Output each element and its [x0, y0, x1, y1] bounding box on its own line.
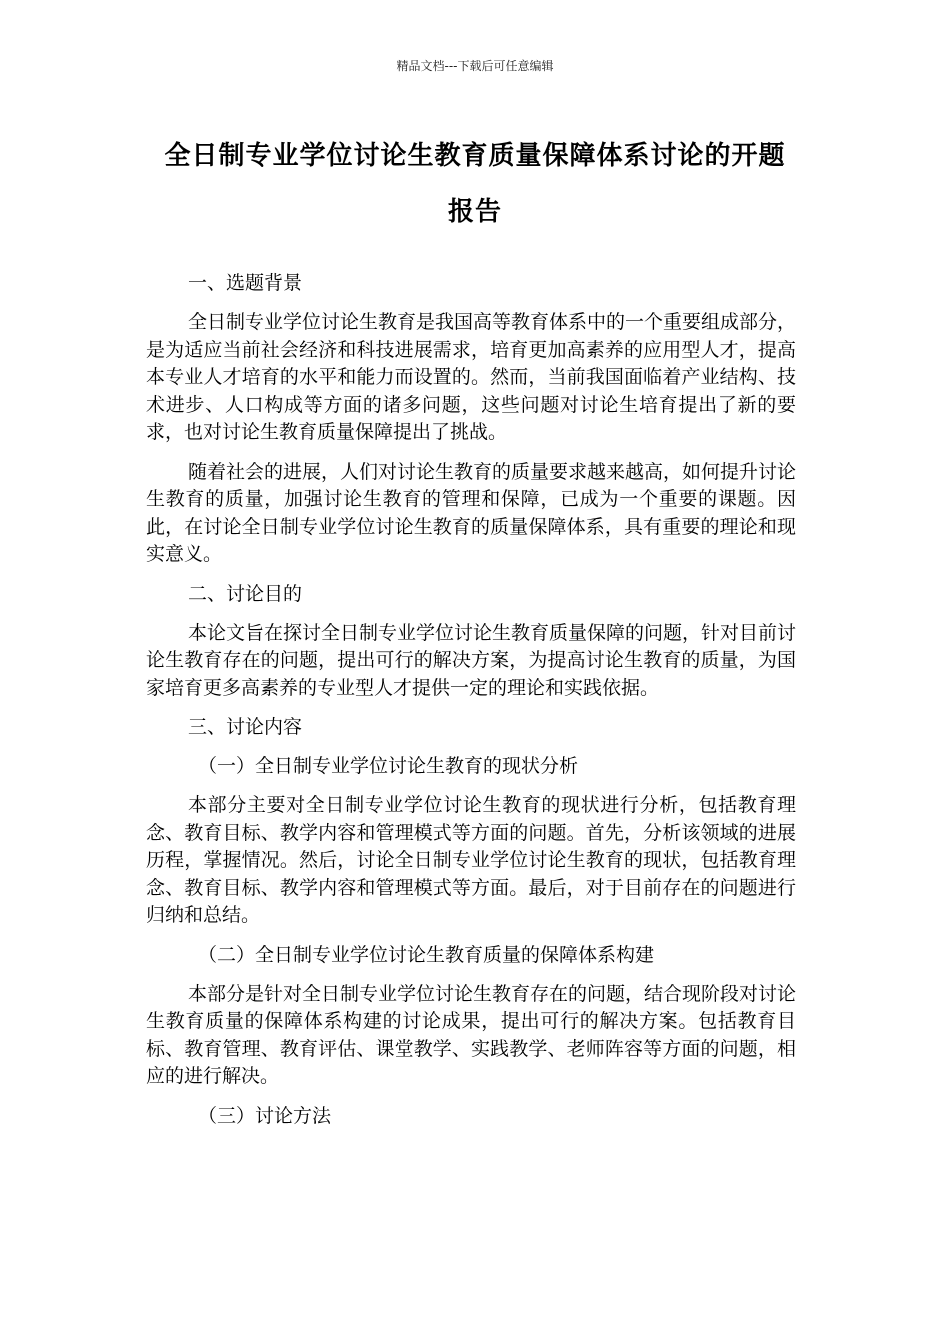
paragraph-background-1: 全日制专业学位讨论生教育是我国高等教育体系中的一个重要组成部分，是为适应当前社会经济和科技进展需求，培育更加高素养的应用型人才，提高本专业人才培育的水平和能力而设置的。然而，当前我国面临着产业结构、技术进步、人口构成等方面的诸多问题，这些问题对讨论生培育提出了新的要求，也对讨论生教育质量保障提出了挑战。 [146, 311, 797, 443]
section-heading-content: 三、讨论内容 [188, 716, 303, 738]
paragraph-purpose: 本论文旨在探讨全日制专业学位讨论生教育质量保障的问题，针对目前讨论生教育存在的问题，提出可行的解决方案，为提高讨论生教育的质量，为国家培育更多高素养的专业型人才提供一定的理论和实践依据。 [146, 621, 797, 699]
paragraph-quality-system: 本部分是针对全日制专业学位讨论生教育存在的问题，结合现阶段对讨论生教育质量的保障体系构建的讨论成果，提出可行的解决方案。包括教育目标、教育管理、教育评估、课堂教学、实践教学、老师阵容等方面的问题，相应的进行解决。 [146, 982, 797, 1087]
document-body [146, 270, 796, 1142]
section-heading-purpose: 二、讨论目的 [188, 582, 303, 605]
section-heading-background: 一、选题背景 [188, 272, 303, 294]
document-title-line-1: 全日制专业学位讨论生教育质量保障体系讨论的开题 [164, 141, 786, 171]
subheading-status-analysis: （一）全日制专业学位讨论生教育的现状分析 [198, 755, 579, 777]
header-note: 精品文档---下载后可任意编辑 [396, 59, 554, 73]
document-title-line-2: 报告 [447, 197, 502, 227]
subheading-quality-system: （二）全日制专业学位讨论生教育质量的保障体系构建 [198, 943, 655, 966]
paragraph-status-analysis: 本部分主要对全日制专业学位讨论生教育的现状进行分析，包括教育理念、教育目标、教学内容和管理模式等方面的问题。首先，分析该领域的进展历程，掌握情况。然后，讨论全日制专业学位讨论生教育的现状，包括教育理念、教育目标、教学内容和管理模式等方面。最后，对于目前存在的问题进行归纳和总结。 [146, 794, 796, 926]
paragraph-background-2: 随着社会的进展，人们对讨论生教育的质量要求越来越高，如何提升讨论生教育的质量，加强讨论生教育的管理和保障，已成为一个重要的课题。因此，在讨论全日制专业学位讨论生教育的质量保障体系，具有重要的理论和现实意义。 [146, 460, 797, 565]
subheading-methods: （三）讨论方法 [198, 1104, 332, 1127]
